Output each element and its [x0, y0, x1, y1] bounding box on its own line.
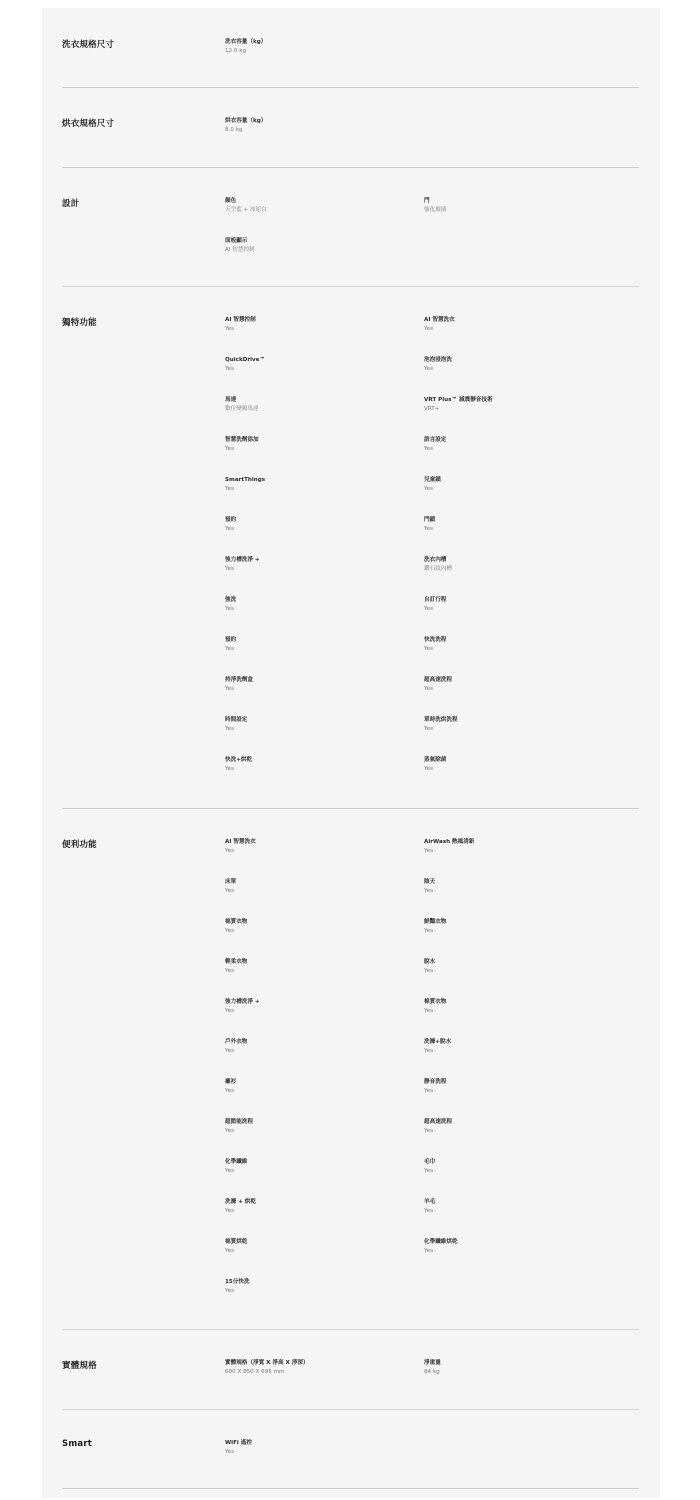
spec-item — [225, 516, 415, 533]
spec-label: 靜音洗程 — [424, 1079, 447, 1085]
spec-value: Yes — [225, 646, 235, 652]
spec-label: VRT Plus™ 減震靜音技術 — [424, 397, 493, 403]
spec-value: Yes — [424, 1088, 434, 1094]
spec-item — [424, 476, 614, 493]
spec-label: 蒸氣除菌 — [424, 757, 447, 763]
spec-label: 洗衣容量（kg） — [225, 39, 267, 45]
spec-value: Yes — [225, 1449, 235, 1455]
spec-value: Yes — [225, 928, 235, 934]
spec-item — [424, 636, 614, 653]
spec-item — [424, 356, 614, 373]
spec-item — [225, 1078, 415, 1095]
spec-label: 鮮豔衣物 — [424, 919, 447, 925]
spec-item — [225, 476, 415, 493]
spec-value: Yes — [424, 686, 434, 692]
spec-item — [424, 396, 614, 413]
spec-label: 床單 — [225, 879, 237, 885]
spec-item — [424, 556, 614, 573]
spec-value: Yes — [225, 1128, 235, 1134]
spec-item — [225, 1198, 415, 1215]
spec-item — [424, 878, 614, 895]
spec-label: 化學纖維烘乾 — [424, 1239, 458, 1245]
spec-label: 兒童鎖 — [424, 477, 441, 483]
spec-item — [225, 756, 415, 773]
spec-value: 強化玻璃 — [424, 207, 447, 213]
spec-item — [225, 918, 415, 935]
spec-value: Yes — [225, 888, 235, 894]
spec-label: 超高速洗程 — [424, 677, 452, 683]
section-divider — [62, 167, 639, 168]
spec-label: 快洗洗程 — [424, 637, 447, 643]
spec-label: 化學纖維 — [225, 1159, 248, 1165]
spec-item — [225, 878, 415, 895]
spec-label: 陰天 — [424, 879, 436, 885]
spec-item — [424, 516, 614, 533]
spec-label: 脫水 — [424, 959, 436, 965]
section-divider — [62, 286, 639, 287]
spec-value: Yes — [424, 1128, 434, 1134]
section-title: Smart — [62, 1439, 92, 1449]
spec-label: 棉質衣物 — [225, 919, 248, 925]
spec-label: AI 智慧控制 — [225, 317, 256, 323]
spec-value: Yes — [424, 446, 434, 452]
spec-value: 12.0 kg — [225, 48, 247, 54]
spec-value: Yes — [225, 526, 235, 532]
spec-item — [424, 756, 614, 773]
spec-item — [424, 1078, 614, 1095]
spec-item — [225, 596, 415, 613]
spec-label: 超節能洗程 — [225, 1119, 253, 1125]
section-divider — [62, 87, 639, 88]
spec-label: 襯衫 — [225, 1079, 237, 1085]
spec-item — [424, 1118, 614, 1135]
spec-item — [424, 596, 614, 613]
spec-value: 鑽石紋內槽 — [424, 566, 452, 572]
spec-label: 洗滌 + 烘乾 — [225, 1199, 256, 1205]
spec-value: 8.0 kg — [225, 127, 243, 133]
spec-item — [225, 636, 415, 653]
spec-label: 棉質衣物 — [424, 999, 447, 1005]
section-title: 實體規格 — [62, 1361, 97, 1371]
spec-value: Yes — [225, 968, 235, 974]
spec-value: Yes — [225, 1168, 235, 1174]
spec-item — [225, 38, 415, 55]
spec-label: AI 智慧洗衣 — [424, 317, 455, 323]
spec-item — [225, 676, 415, 693]
spec-label: 超高速洗程 — [424, 1119, 452, 1125]
spec-item — [225, 958, 415, 975]
spec-value: Yes — [225, 326, 235, 332]
spec-item — [424, 436, 614, 453]
spec-label: 烘衣容量（kg） — [225, 118, 267, 124]
section-title: 洗衣規格尺寸 — [62, 40, 115, 50]
spec-label: 強力槽洗淨 + — [225, 557, 260, 563]
section-divider — [62, 1329, 639, 1330]
spec-value: VRT+ — [424, 406, 440, 412]
spec-item — [225, 1038, 415, 1055]
spec-label: 毛巾 — [424, 1159, 436, 1165]
spec-value: Yes — [424, 1048, 434, 1054]
spec-item — [225, 998, 415, 1015]
spec-value: Yes — [424, 766, 434, 772]
spec-item — [424, 676, 614, 693]
spec-value: Yes — [225, 1288, 235, 1294]
spec-label: 淨重量 — [424, 1360, 441, 1366]
spec-item — [424, 1038, 614, 1055]
spec-item — [225, 356, 415, 373]
spec-value: Yes — [225, 486, 235, 492]
spec-label: QuickDrive™ — [225, 357, 266, 363]
spec-label: 顏色 — [225, 198, 237, 204]
spec-label: 15分快洗 — [225, 1279, 250, 1285]
spec-item — [424, 838, 614, 855]
spec-label: 輕柔衣物 — [225, 959, 248, 965]
spec-item — [225, 1359, 415, 1376]
spec-value: Yes — [424, 848, 434, 854]
spec-value: Yes — [225, 566, 235, 572]
spec-value: Yes — [225, 1008, 235, 1014]
spec-item — [424, 998, 614, 1015]
section-divider — [62, 1488, 639, 1489]
spec-label: 門鎖 — [424, 517, 436, 523]
spec-value: AI 智慧控制 — [225, 247, 255, 253]
spec-label: 馬達 — [225, 397, 237, 403]
spec-item — [225, 396, 415, 413]
spec-item — [424, 1238, 614, 1255]
spec-value: Yes — [225, 1088, 235, 1094]
spec-sheet — [42, 8, 660, 1498]
spec-item — [225, 237, 415, 254]
spec-item — [225, 436, 415, 453]
spec-value: Yes — [225, 766, 235, 772]
spec-label: 強洗 — [225, 597, 237, 603]
spec-item — [424, 197, 614, 214]
spec-label: 自訂行程 — [424, 597, 447, 603]
spec-value: 600 X 850 X 695 mm — [225, 1369, 285, 1375]
spec-label: 洗衣內槽 — [424, 557, 447, 563]
section-title: 烘衣規格尺寸 — [62, 119, 115, 129]
spec-label: 持淨洗劑盒 — [225, 677, 253, 683]
spec-item — [424, 1158, 614, 1175]
spec-value: Yes — [424, 1208, 434, 1214]
spec-value: 天空藍 + 冰原白 — [225, 207, 267, 213]
spec-value: Yes — [225, 446, 235, 452]
spec-label: WiFi 遙控 — [225, 1440, 252, 1446]
spec-value: Yes — [225, 686, 235, 692]
section-title: 便利功能 — [62, 840, 97, 850]
spec-value: Yes — [424, 1008, 434, 1014]
spec-value: Yes — [424, 606, 434, 612]
spec-item — [225, 716, 415, 733]
spec-item — [225, 556, 415, 573]
section-title: 設計 — [62, 199, 80, 209]
spec-value: Yes — [424, 726, 434, 732]
spec-value: Yes — [225, 606, 235, 612]
spec-item — [225, 1439, 415, 1456]
spec-value: Yes — [424, 888, 434, 894]
spec-label: 語言設定 — [424, 437, 447, 443]
spec-item — [424, 316, 614, 333]
section-title: 獨特功能 — [62, 318, 97, 328]
spec-item — [424, 1359, 614, 1376]
spec-label: AirWash 熱風清新 — [424, 839, 475, 845]
spec-item — [225, 1278, 415, 1295]
spec-value: Yes — [225, 366, 235, 372]
spec-value: Yes — [424, 526, 434, 532]
spec-item — [225, 197, 415, 214]
spec-item — [225, 316, 415, 333]
spec-label: 快洗+烘乾 — [225, 757, 253, 763]
spec-label: SmartThings — [225, 477, 266, 483]
spec-value: Yes — [225, 1208, 235, 1214]
spec-item — [225, 117, 415, 134]
spec-item — [225, 1158, 415, 1175]
spec-item — [424, 1198, 614, 1215]
spec-value: 84 kg — [424, 1369, 440, 1375]
spec-value: Yes — [424, 1248, 434, 1254]
spec-value: Yes — [225, 1248, 235, 1254]
spec-value: Yes — [225, 726, 235, 732]
spec-value: Yes — [424, 1168, 434, 1174]
spec-label: 羊毛 — [424, 1199, 436, 1205]
spec-value: Yes — [225, 1048, 235, 1054]
spec-label: 門 — [424, 198, 430, 204]
spec-label: 面板顯示 — [225, 238, 248, 244]
spec-label: 預約 — [225, 637, 237, 643]
spec-label: 戶外衣物 — [225, 1039, 248, 1045]
spec-item — [424, 716, 614, 733]
spec-label: 單時洗烘洗程 — [424, 717, 458, 723]
spec-item — [424, 958, 614, 975]
section-divider — [62, 808, 639, 809]
spec-label: 泡泡浸泡洗 — [424, 357, 452, 363]
spec-value: Yes — [424, 326, 434, 332]
spec-label: 棉質烘乾 — [225, 1239, 248, 1245]
spec-value: Yes — [424, 486, 434, 492]
spec-value: Yes — [424, 646, 434, 652]
spec-label: 洗滌+脫水 — [424, 1039, 452, 1045]
spec-value: Yes — [424, 928, 434, 934]
spec-label: AI 智慧洗衣 — [225, 839, 256, 845]
spec-value: Yes — [424, 366, 434, 372]
spec-item — [225, 838, 415, 855]
spec-label: 強力槽洗淨 + — [225, 999, 260, 1005]
spec-label: 實體規格（淨寬 X 淨高 X 淨深） — [225, 1360, 309, 1366]
spec-item — [424, 918, 614, 935]
spec-value: Yes — [424, 968, 434, 974]
section-divider — [62, 1409, 639, 1410]
spec-label: 預約 — [225, 517, 237, 523]
spec-label: 時間設定 — [225, 717, 248, 723]
spec-value: Yes — [225, 848, 235, 854]
spec-value: 數位變頻馬達 — [225, 406, 259, 412]
spec-item — [225, 1238, 415, 1255]
spec-label: 智慧洗劑添加 — [225, 437, 259, 443]
spec-item — [225, 1118, 415, 1135]
